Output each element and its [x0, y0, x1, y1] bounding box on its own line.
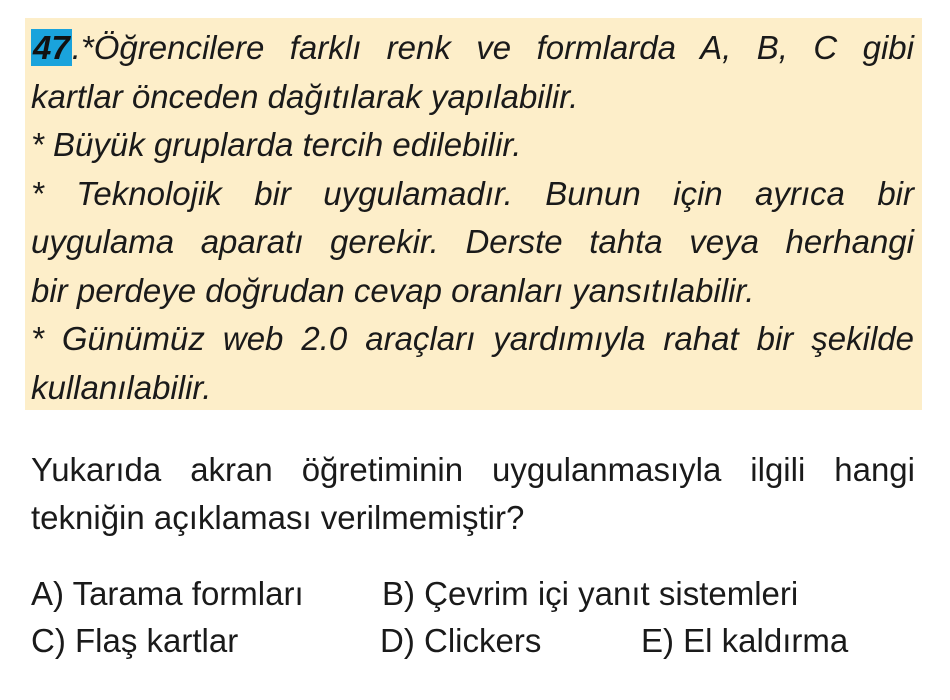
option-d[interactable]: D) Clickers — [380, 622, 542, 659]
statement-line-1 — [31, 24, 914, 73]
statement-line-6: bir perdeye doğrudan cevap oranları yansıtılabilir. — [31, 271, 755, 309]
option-b[interactable]: B) Çevrim içi yanıt sistemleri — [382, 575, 799, 612]
statement-line-8: kullanılabilir. — [31, 368, 212, 406]
statement-box — [25, 18, 922, 410]
statement-line-4: * Teknolojik bir uygulamadır. Bunun için ayrıca bir — [31, 174, 914, 212]
statement-line-2: kartlar önceden dağıtılarak yapılabilir. — [31, 77, 579, 115]
statement-line-3: * Büyük gruplarda tercih edilebilir. — [31, 126, 522, 163]
question-stem — [31, 446, 915, 542]
question-line-2: tekniğin açıklaması verilmemiştir? — [31, 499, 525, 536]
statement-line-5: uygulama aparatı gerekir. Derste tahta veya herhangi — [31, 223, 914, 260]
statement-line-7: * Günümüz web 2.0 araçları yardımıyla rahat bir şekilde — [31, 320, 914, 357]
question-line-1: Yukarıda akran öğretiminin uygulanmasıyla ilgili hangi — [31, 451, 915, 488]
option-e[interactable]: E) El kaldırma — [641, 622, 849, 659]
question-number-badge: 47 — [33, 29, 70, 66]
option-c[interactable]: C) Flaş kartlar — [31, 622, 239, 659]
statement-line-1-text: .*Öğrencilere farklı renk ve formlarda A, B, C gibi — [71, 29, 914, 66]
option-a[interactable]: A) Tarama formları — [31, 575, 304, 612]
